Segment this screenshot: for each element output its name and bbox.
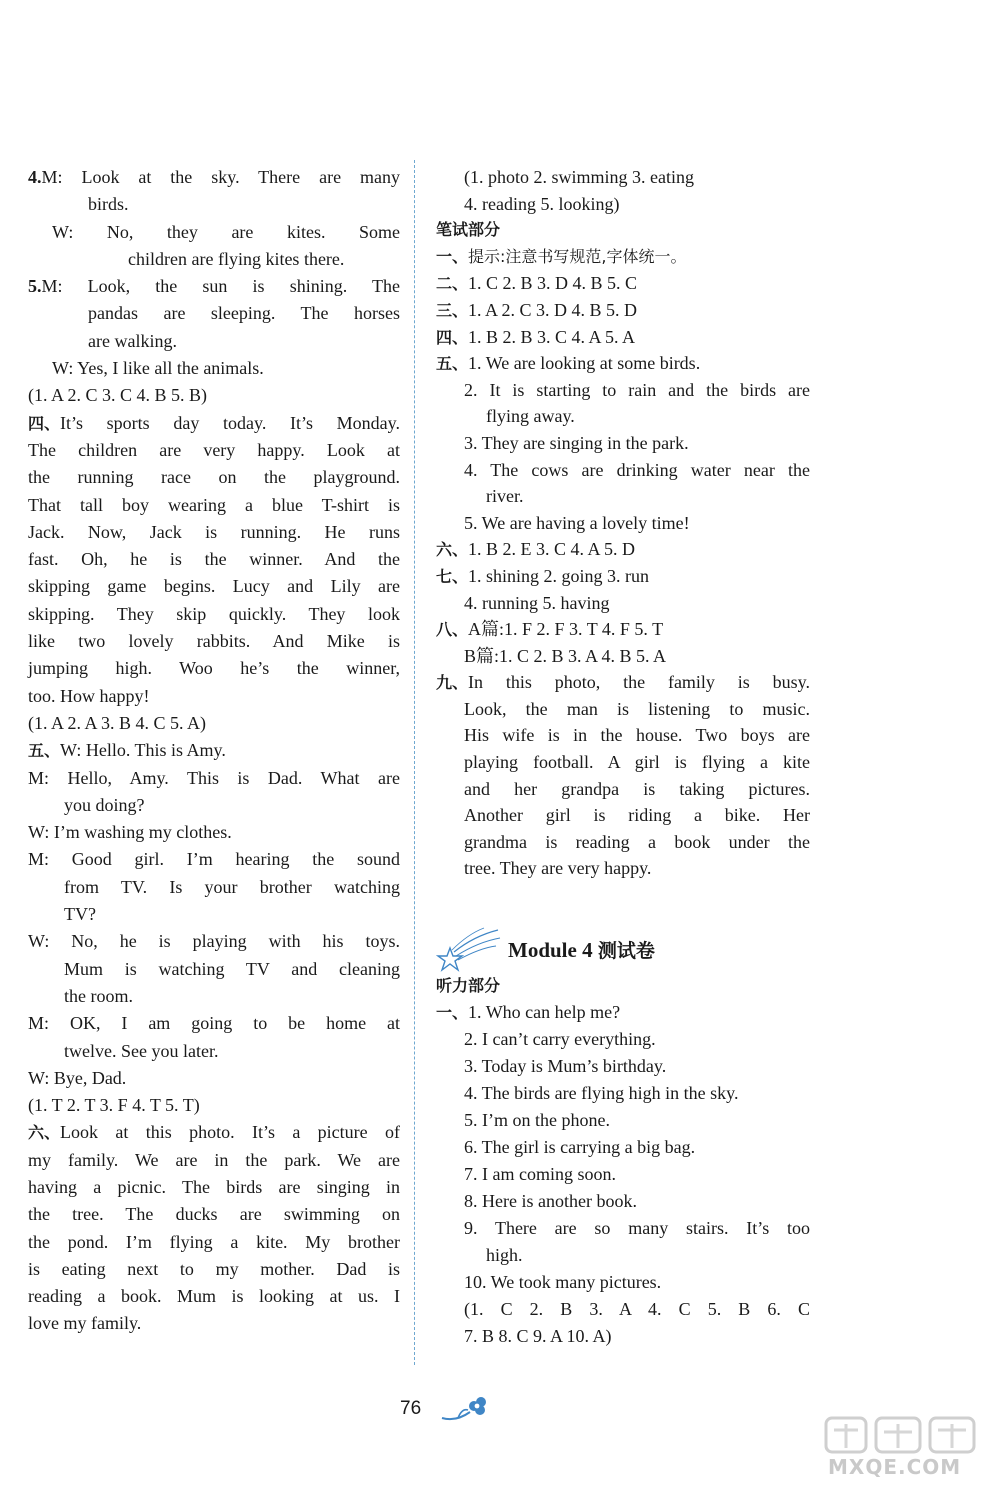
item-marker: 4. [28,167,42,187]
item-marker: 五、 [28,741,61,761]
line-text: Another girl is riding a bike. Her [464,805,810,826]
line-text: like two lovely rabbits. And Mike is [28,631,400,652]
text-line [436,191,810,218]
text-line [436,270,810,297]
text-line [28,628,400,655]
text-line [436,1134,810,1161]
text-line [28,1147,400,1174]
item-marker: 一、 [436,1003,469,1023]
line-text: That tall boy wearing a blue T-shirt is [28,494,400,515]
text-line [436,1242,810,1269]
line-text: love my family. [28,1313,142,1334]
text-line [436,1296,810,1323]
line-text: pandas are sleeping. The horses [88,303,400,324]
module-title: Module 4 测试卷 [508,937,655,962]
line-text: M: Hello, Amy. This is Dad. What are [28,767,400,788]
written-heading: 笔试部分 [436,220,501,240]
text-line [28,1119,400,1146]
text-line [436,244,810,271]
text-line [28,983,400,1010]
line-text: and her grandpa is taking pictures. [464,778,810,799]
page-number: 76 [400,1398,422,1419]
column-divider [414,160,415,1365]
line-text: the running race on the playground. [28,467,400,488]
line-text: are walking. [88,330,177,351]
text-line [28,464,400,491]
text-line [436,1161,810,1188]
flower-ornament-icon [440,1392,496,1426]
line-text: (1. T 2. T 3. F 4. T 5. T) [28,1095,200,1116]
item-marker: 六、 [28,1123,61,1143]
item-marker: 七、 [436,566,469,586]
line-text: 2. I can’t carry everything. [464,1029,656,1050]
text-line [28,874,400,901]
line-text: 1. A 2. C 3. D 4. B 5. D [468,299,638,320]
text-line [436,164,810,191]
text-line [436,457,810,484]
line-text: 7. B 8. C 9. A 10. A) [464,1326,612,1347]
line-text: 1. C 2. B 3. D 4. B 5. C [468,273,638,294]
text-line [436,643,810,670]
listening-heading: 听力部分 [436,976,501,996]
shooting-star-icon [436,926,506,972]
line-text: Look, the man is listening to music. [464,698,810,719]
text-line [436,776,810,803]
line-text: twelve. See you later. [64,1040,219,1061]
text-line [28,273,400,300]
text-line [28,901,400,928]
text-line [28,956,400,983]
item-marker: 五、 [436,354,469,374]
line-text: M: Look, the sun is shining. The [41,276,400,297]
text-line [28,601,400,628]
text-line [28,1010,400,1037]
module-header [436,926,810,972]
line-text: 提示:注意书写规范,字体统一。 [468,246,687,266]
text-line [28,191,400,218]
text-line [436,510,810,537]
text-line [28,1283,400,1310]
line-text: W: Bye, Dad. [28,1067,127,1088]
item-marker: 二、 [436,274,469,294]
text-line [436,563,810,590]
line-text: 1. shining 2. going 3. run [468,565,650,586]
line-text: W: I’m washing my clothes. [28,822,232,843]
text-line [28,355,400,382]
text-line [436,324,810,351]
text-line [436,999,810,1026]
text-line [28,546,400,573]
item-marker: 九、 [436,673,469,693]
text-line [28,164,400,191]
line-text: 3. They are singing in the park. [464,432,689,453]
text-line [28,819,400,846]
text-line [436,536,810,563]
line-text: 7. I am coming soon. [464,1164,616,1185]
text-line [28,737,400,764]
text-line [436,1107,810,1134]
line-text: Mum is watching TV and cleaning [64,958,400,979]
line-text: the tree. The ducks are swimming on [28,1204,400,1225]
line-text: having a picnic. The birds are singing in [28,1176,400,1197]
left-column [28,164,400,1338]
text-line [436,616,810,643]
line-text: W: No, they are kites. Some [52,221,400,242]
line-text: M: OK, I am going to be home at [28,1013,400,1034]
item-marker: 5. [28,276,42,297]
line-text: is eating next to my mother. Dad is [28,1258,400,1279]
text-line [28,519,400,546]
item-marker: 四、 [28,413,61,433]
text-line [436,722,810,749]
line-text: 6. The girl is carrying a big bag. [464,1137,696,1158]
text-line [436,749,810,776]
line-text: children are flying kites there. [128,248,345,269]
text-line [28,1065,400,1092]
text-line [436,377,810,404]
line-text: the pond. I’m flying a kite. My brother [28,1231,400,1252]
line-text: 10. We took many pictures. [464,1272,662,1293]
text-line [28,710,400,737]
line-text: (1. C 2. B 3. A 4. C 5. B 6. C [464,1299,810,1320]
line-text: W: Hello. This is Amy. [60,740,226,761]
text-line [28,382,400,409]
text-line [28,1201,400,1228]
line-text: skipping game begins. Lucy and Lily are [28,576,400,597]
line-text: river. [486,486,524,507]
text-line [436,802,810,829]
text-line [436,1323,810,1350]
text-line [436,1080,810,1107]
text-line [28,573,400,600]
text-line [436,1215,810,1242]
line-text: you doing? [64,794,145,815]
line-text: from TV. Is your brother watching [64,876,400,897]
watermark-text: MXQE.COM [828,1455,962,1479]
line-text: birds. [88,194,129,215]
text-line [28,1229,400,1256]
text-line [436,1053,810,1080]
line-text: playing football. A girl is flying a kite [464,752,810,773]
listening-section [436,999,810,1350]
text-line [436,590,810,617]
text-line [28,410,400,437]
line-text: W: Yes, I like all the animals. [52,358,264,379]
line-text: The children are very happy. Look at [28,439,400,460]
line-text: 1. B 2. B 3. C 4. A 5. A [468,326,636,347]
text-line [28,765,400,792]
line-text: M: Good girl. I’m hearing the sound [28,849,400,870]
line-text: skipping. They skip quickly. They look [28,603,400,624]
line-text: It’s sports day today. It’s Monday. [60,412,400,433]
text-line [436,669,810,696]
line-text: 3. Today is Mum’s birthday. [464,1056,667,1077]
line-text: high. [486,1245,523,1266]
line-text: (1. photo 2. swimming 3. eating [464,167,694,187]
written-section [436,244,810,882]
item-marker: 三、 [436,300,469,320]
item-marker: 一、 [436,246,469,266]
line-text: 1. Who can help me? [468,1002,621,1023]
item-marker: 六、 [436,540,469,560]
listening-answers-tail [436,164,810,217]
text-line [28,928,400,955]
text-line [28,655,400,682]
line-text: reading a book. Mum is looking at us. I [28,1286,400,1307]
line-text: 4. The cows are drinking water near the [464,459,810,480]
text-line [436,829,810,856]
text-line [28,683,400,710]
line-text: jumping high. Woo he’s the winner, [28,658,400,679]
text-line [28,792,400,819]
text-line [28,846,400,873]
line-text: grandma is reading a book under the [464,831,810,852]
line-text: (1. A 2. C 3. C 4. B 5. B) [28,385,208,406]
line-text: 4. reading 5. looking) [464,193,620,214]
line-text: Jack. Now, Jack is running. He runs [28,521,400,542]
text-line [436,1269,810,1296]
text-line [28,492,400,519]
text-line [28,1174,400,1201]
text-line [28,1092,400,1119]
text-line [436,1026,810,1053]
text-line [436,350,810,377]
text-line [436,483,810,510]
line-text: His wife is in the house. Two boys are [464,725,810,746]
line-text: 1. We are looking at some birds. [468,353,701,374]
line-text: B篇:1. C 2. B 3. A 4. B 5. A [464,645,667,666]
line-text: W: No, he is playing with his toys. [28,931,400,952]
text-line [436,855,810,882]
text-line [436,430,810,457]
text-line [28,1038,400,1065]
line-text: 1. B 2. E 3. C 4. A 5. D [468,539,636,560]
line-text: 8. Here is another book. [464,1191,637,1212]
line-text: (1. A 2. A 3. B 4. C 5. A) [28,712,207,733]
text-line [436,403,810,430]
text-line [28,1256,400,1283]
line-text: 5. I’m on the phone. [464,1110,610,1131]
text-line [28,246,400,273]
line-text: tree. They are very happy. [464,858,652,879]
text-line [28,300,400,327]
line-text: my family. We are in the park. We are [28,1149,400,1170]
line-text: flying away. [486,406,575,427]
line-text: fast. Oh, he is the winner. And the [28,549,400,570]
line-text: too. How happy! [28,685,150,706]
text-line [436,696,810,723]
text-line [436,1188,810,1215]
line-text: the room. [64,985,133,1006]
line-text: 2. It is starting to rain and the birds are [464,379,810,400]
line-text: TV? [64,904,96,925]
line-text: In this photo, the family is busy. [468,672,810,693]
item-marker: 八、 [436,620,469,640]
right-column [436,164,810,1350]
line-text: Look at this photo. It’s a picture of [60,1122,400,1143]
text-line [28,437,400,464]
text-line [28,328,400,355]
text-line [28,219,400,246]
line-text: M: Look at the sky. There are many [41,167,400,187]
line-text: A篇:1. F 2. F 3. T 4. F 5. T [468,619,664,640]
text-line [436,297,810,324]
line-text: 4. The birds are flying high in the sky. [464,1083,739,1104]
item-marker: 四、 [436,327,469,347]
line-text: 9. There are so many stairs. It’s too [464,1218,810,1239]
line-text: 5. We are having a lovely time! [464,512,690,533]
line-text: 4. running 5. having [464,592,610,613]
text-line [28,1310,400,1337]
